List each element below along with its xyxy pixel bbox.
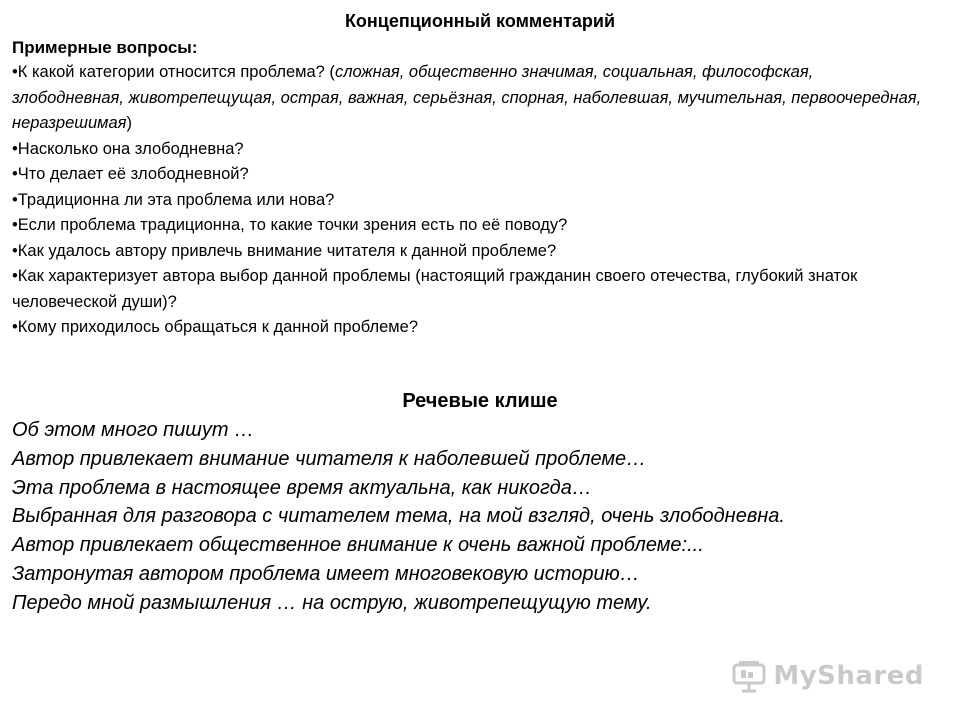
cliches-heading: Речевые клише	[402, 390, 558, 412]
presentation-board-icon	[731, 659, 767, 693]
slide-title: Концепционный комментарий	[344, 11, 616, 31]
question-item: •Как удалось автору привлечь внимание читателя к данной проблеме?	[12, 241, 557, 260]
question-item: •Насколько она злободневна?	[12, 139, 244, 158]
cliche-item: Передо мной размышления … на острую, животрепещущую тему.	[12, 591, 652, 614]
question-item	[12, 60, 922, 137]
cliche-item: Автор привлекает внимание читателя к наболевшей проблеме…	[12, 447, 647, 470]
question-item: •Что делает её злободневной?	[12, 165, 249, 183]
cliche-item: Автор привлекает общественное внимание к очень важной проблеме:...	[12, 534, 704, 557]
question-item: •Традиционна ли эта проблема или нова?	[12, 190, 335, 209]
question-item: •Кому приходилось обращаться к данной проблеме?	[12, 318, 418, 336]
cliche-item: Выбранная для разговора с читателем тема, на мой взгляд, очень злободневна.	[12, 505, 785, 528]
question-item: •Если проблема традиционна, то какие точки зрения есть по её поводу?	[12, 216, 568, 234]
questions-heading: Примерные вопросы:	[12, 38, 198, 57]
cliche-item: Эта проблема в настоящее время актуальна, как никогда…	[12, 476, 592, 499]
cliche-item: Об этом много пишут …	[12, 419, 255, 441]
question-text: •К какой категории относится проблема? (	[12, 63, 335, 81]
watermark	[731, 656, 924, 696]
questions-list	[12, 60, 922, 341]
cliches-list	[12, 416, 926, 618]
cliche-item: Затронутая автором проблема имеет многовековую историю…	[12, 562, 640, 585]
question-categories: сложная, общественно значимая, социальная, философская, злободневная, животрепещущая, острая, важная, серьёзная, спорная, наболевшая, мучительная, первоочередная, неразрешимая	[12, 63, 922, 132]
question-item: •Как характеризует автора выбор данной проблемы (настоящий гражданин своего отечества, глубокий знаток человеческой души)?	[12, 267, 858, 311]
watermark-text: MyShared	[773, 661, 924, 691]
question-tail: )	[126, 114, 132, 132]
